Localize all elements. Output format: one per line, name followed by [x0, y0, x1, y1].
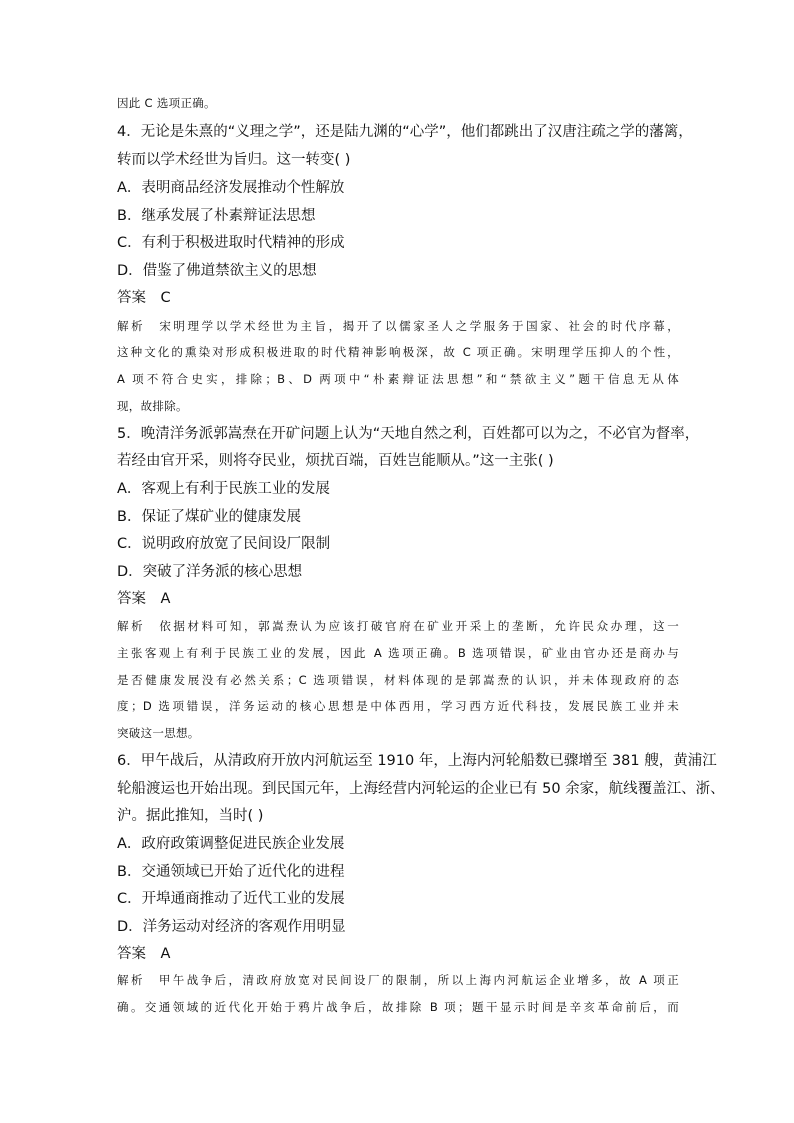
question-5-analysis-line-1: 解析 依据材料可知，郭嵩焘认为应该打破官府在矿业开采上的垄断，允许民众办理，这一 [117, 619, 679, 633]
question-5-analysis-line-3: 是否健康发展没有必然关系；C 选项错误，材料体现的是郭嵩焘的认识，并未体现政府的态 [117, 673, 679, 687]
question-4-option-c: C．有利于积极进取时代精神的形成 [117, 235, 345, 251]
question-6-option-d: D．洋务运动对经济的客观作用明显 [117, 919, 346, 935]
question-5-option-d: D．突破了洋务派的核心思想 [117, 564, 303, 580]
question-6-stem-line-2: 轮船渡运也开始出现。到民国元年，上海经营内河轮运的企业已有 50 余家，航线覆盖江、浙、 [117, 781, 725, 797]
question-6-analysis-line-2: 确。交通领域的近代化开始于鸦片战争后，故排除 B 项；题干显示时间是辛亥革命前后，而 [117, 1000, 679, 1014]
question-6-option-c: C．开埠通商推动了近代工业的发展 [117, 891, 345, 907]
question-4-option-a: A．表明商品经济发展推动个性解放 [117, 180, 345, 196]
question-5-option-b: B．保证了煤矿业的健康发展 [117, 509, 301, 525]
question-6-analysis-line-1: 解析 甲午战争后，清政府放宽对民间设厂的限制，所以上海内河航运企业增多，故 A 项正 [117, 973, 679, 987]
question-4-analysis-line-1: 解析 宋明理学以学术经世为主旨，揭开了以儒家圣人之学服务于国家、社会的时代序幕， [117, 319, 679, 333]
question-6-answer: 答案 A [117, 946, 171, 962]
question-5-analysis-line-2: 主张客观上有利于民族工业的发展，因此 A 选项正确。B 选项错误，矿业由官办还是商办与 [117, 646, 679, 660]
question-6-option-a: A．政府政策调整促进民族企业发展 [117, 836, 345, 852]
question-5-analysis-line-4: 度；D 选项错误，洋务运动的核心思想是中体西用，学习西方近代科技，发展民族工业并未 [117, 699, 679, 713]
question-6-stem-line-1: 6．甲午战后，从清政府开放内河航运至 1910 年，上海内河轮船数已骤增至 381 艘，黄浦江 [117, 753, 717, 769]
question-5-option-a: A．客观上有利于民族工业的发展 [117, 481, 330, 497]
question-5-answer: 答案 A [117, 591, 171, 607]
question-6-option-b: B．交通领域已开始了近代化的进程 [117, 864, 345, 880]
question-4-analysis-line-2: 这种文化的熏染对形成积极进取的时代精神影响极深，故 C 项正确。宋明理学压抑人的个性， [117, 345, 679, 359]
question-4-option-d: D．借鉴了佛道禁欲主义的思想 [117, 263, 317, 279]
question-4-answer: 答案 C [117, 290, 171, 306]
carryover-line: 因此 C 选项正确。 [117, 96, 216, 110]
question-4-analysis-line-3: A 项不符合史实，排除；B、D 两项中“朴素辩证法思想”和“禁欲主义”题干信息无从体 [117, 372, 679, 386]
question-5-stem-line-1: 5．晚清洋务派郭嵩焘在开矿问题上认为“天地自然之利，百姓都可以为之，不必官为督率， [117, 426, 700, 442]
question-4-stem-line-1: 4．无论是朱熹的“义理之学”，还是陆九渊的“心学”，他们都跳出了汉唐注疏之学的藩篱， [117, 124, 693, 140]
question-5-analysis-line-5: 突破这一思想。 [117, 726, 200, 740]
question-4-option-b: B．继承发展了朴素辩证法思想 [117, 208, 316, 224]
question-5-stem-line-2: 若经由官开采，则将夺民业，烦扰百端，百姓岂能顺从。”这一主张( ) [117, 453, 554, 469]
question-6-stem-line-3: 沪。据此推知，当时( ) [117, 808, 264, 824]
question-4-stem-line-2: 转而以学术经世为旨归。这一转变( ) [117, 152, 351, 168]
question-4-analysis-line-4: 现，故排除。 [117, 399, 188, 413]
question-5-option-c: C．说明政府放宽了民间设厂限制 [117, 536, 331, 552]
